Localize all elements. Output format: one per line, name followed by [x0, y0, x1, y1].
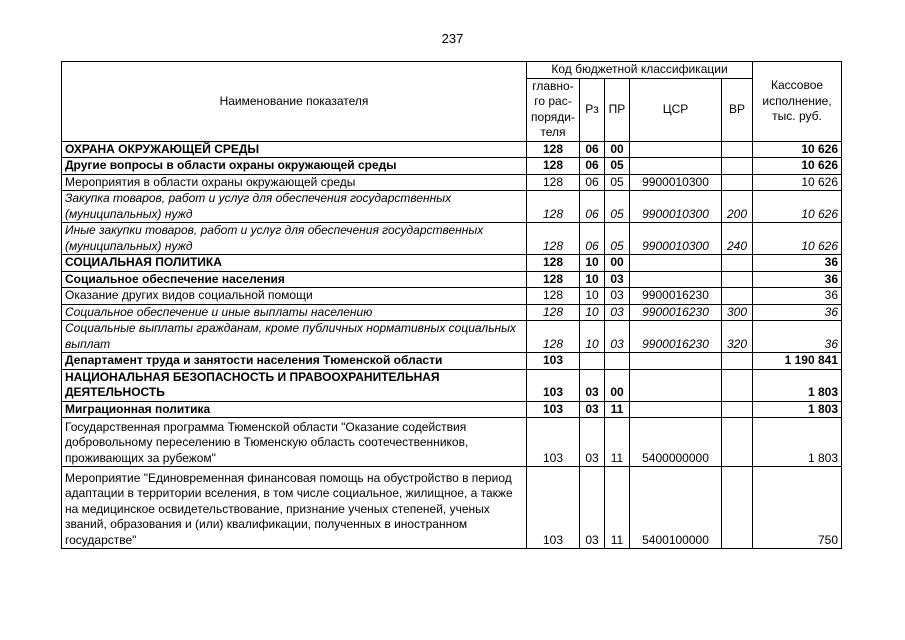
cell-vr	[722, 369, 753, 401]
cell-grbs: 103	[527, 467, 580, 549]
cell-grbs: 128	[527, 288, 580, 305]
cell-amount: 750	[753, 467, 842, 549]
cell-rz: 03	[580, 467, 605, 549]
cell-csr: 5400100000	[630, 467, 722, 549]
cell-grbs: 103	[527, 369, 580, 401]
table-row	[62, 174, 842, 191]
cell-amount: 10 626	[753, 141, 842, 158]
cell-name: НАЦИОНАЛЬНАЯ БЕЗОПАСНОСТЬ И ПРАВООХРАНИТЕЛЬНАЯ ДЕЯТЕЛЬНОСТЬ	[62, 369, 527, 401]
cell-rz: 06	[580, 158, 605, 175]
cell-pr: 03	[605, 288, 630, 305]
cell-vr: 200	[722, 191, 753, 223]
cell-name: Мероприятия в области охраны окружающей среды	[62, 174, 527, 191]
table-row	[62, 321, 842, 353]
table-row	[62, 141, 842, 158]
cell-csr	[630, 271, 722, 288]
cell-csr	[630, 401, 722, 418]
table-row	[62, 353, 842, 370]
header-code-group: Код бюджетной классификации	[527, 62, 753, 79]
cell-name: Департамент труда и занятости населения Тюменской области	[62, 353, 527, 370]
cell-name: Мероприятие "Единовременная финансовая помощь на обустройство в период адаптации в территории вселения, в том числе социальное, жилищное, а также на медицинское освидетельствование, признание ученых степеней, ученых званий, образования и (или) квалификации, полученных в иностранном государстве"	[62, 467, 527, 549]
cell-csr	[630, 158, 722, 175]
cell-pr	[605, 353, 630, 370]
cell-amount: 1 190 841	[753, 353, 842, 370]
cell-vr: 300	[722, 304, 753, 321]
cell-vr	[722, 401, 753, 418]
cell-amount: 36	[753, 271, 842, 288]
table-row	[62, 467, 842, 549]
header-vr: ВР	[722, 78, 753, 141]
cell-rz: 10	[580, 271, 605, 288]
cell-rz: 03	[580, 401, 605, 418]
cell-amount: 36	[753, 321, 842, 353]
cell-rz: 06	[580, 174, 605, 191]
cell-amount: 1 803	[753, 369, 842, 401]
cell-csr: 5400000000	[630, 418, 722, 467]
cell-name: Миграционная политика	[62, 401, 527, 418]
cell-pr: 03	[605, 304, 630, 321]
page-number: 237	[441, 31, 464, 46]
cell-name: Социальное обеспечение и иные выплаты населению	[62, 304, 527, 321]
cell-vr: 240	[722, 223, 753, 255]
cell-rz: 10	[580, 255, 605, 272]
table-row	[62, 223, 842, 255]
cell-vr	[722, 158, 753, 175]
cell-grbs: 128	[527, 174, 580, 191]
cell-rz: 10	[580, 288, 605, 305]
cell-vr	[722, 271, 753, 288]
table-row	[62, 158, 842, 175]
table-row	[62, 304, 842, 321]
cell-grbs: 128	[527, 321, 580, 353]
cell-rz: 06	[580, 223, 605, 255]
cell-csr	[630, 255, 722, 272]
table-header	[62, 62, 842, 142]
cell-csr: 9900010300	[630, 223, 722, 255]
cell-rz: 10	[580, 304, 605, 321]
cell-name: ОХРАНА ОКРУЖАЮЩЕЙ СРЕДЫ	[62, 141, 527, 158]
cell-grbs: 103	[527, 401, 580, 418]
cell-vr	[722, 255, 753, 272]
table-row	[62, 418, 842, 467]
cell-vr	[722, 418, 753, 467]
cell-amount: 1 803	[753, 401, 842, 418]
cell-csr: 9900016230	[630, 288, 722, 305]
cell-name: Государственная программа Тюменской области "Оказание содействия добровольному переселению в Тюменскую область соотечественников, проживающих за рубежом"	[62, 418, 527, 467]
cell-rz: 06	[580, 141, 605, 158]
cell-rz: 03	[580, 418, 605, 467]
cell-grbs: 103	[527, 418, 580, 467]
header-rz: Рз	[580, 78, 605, 141]
cell-csr	[630, 141, 722, 158]
cell-name: Оказание других видов социальной помощи	[62, 288, 527, 305]
cell-grbs: 128	[527, 271, 580, 288]
cell-name: Социальное обеспечение населения	[62, 271, 527, 288]
cell-csr: 9900016230	[630, 304, 722, 321]
cell-grbs: 128	[527, 141, 580, 158]
cell-grbs: 103	[527, 353, 580, 370]
table-body	[62, 141, 842, 549]
cell-pr: 03	[605, 271, 630, 288]
cell-amount: 10 626	[753, 158, 842, 175]
cell-csr: 9900010300	[630, 191, 722, 223]
cell-pr: 11	[605, 418, 630, 467]
table-row	[62, 271, 842, 288]
table-row	[62, 369, 842, 401]
header-grbs: главно-го рас-поряди-теля	[527, 78, 580, 141]
cell-vr	[722, 141, 753, 158]
cell-grbs: 128	[527, 255, 580, 272]
cell-pr: 05	[605, 174, 630, 191]
cell-vr	[722, 174, 753, 191]
cell-csr	[630, 369, 722, 401]
cell-vr: 320	[722, 321, 753, 353]
cell-name: СОЦИАЛЬНАЯ ПОЛИТИКА	[62, 255, 527, 272]
table-row	[62, 255, 842, 272]
cell-name: Социальные выплаты гражданам, кроме публичных нормативных социальных выплат	[62, 321, 527, 353]
budget-table	[61, 61, 842, 549]
cell-pr: 00	[605, 369, 630, 401]
cell-vr	[722, 467, 753, 549]
cell-rz: 10	[580, 321, 605, 353]
cell-name: Закупка товаров, работ и услуг для обеспечения государственных (муниципальных) нужд	[62, 191, 527, 223]
cell-name: Иные закупки товаров, работ и услуг для обеспечения государственных (муниципальных) нужд	[62, 223, 527, 255]
cell-amount: 1 803	[753, 418, 842, 467]
cell-vr	[722, 353, 753, 370]
cell-pr: 05	[605, 191, 630, 223]
header-pr: ПР	[605, 78, 630, 141]
cell-csr: 9900010300	[630, 174, 722, 191]
cell-csr: 9900016230	[630, 321, 722, 353]
cell-grbs: 128	[527, 158, 580, 175]
cell-amount: 36	[753, 304, 842, 321]
cell-rz: 03	[580, 369, 605, 401]
table-row	[62, 191, 842, 223]
cell-pr: 00	[605, 255, 630, 272]
cell-grbs: 128	[527, 223, 580, 255]
cell-csr	[630, 353, 722, 370]
table-row	[62, 401, 842, 418]
cell-amount: 36	[753, 255, 842, 272]
cell-grbs: 128	[527, 304, 580, 321]
cell-amount: 36	[753, 288, 842, 305]
cell-vr	[722, 288, 753, 305]
cell-rz	[580, 353, 605, 370]
cell-pr: 03	[605, 321, 630, 353]
cell-pr: 00	[605, 141, 630, 158]
cell-amount: 10 626	[753, 223, 842, 255]
header-csr: ЦСР	[630, 78, 722, 141]
cell-pr: 05	[605, 158, 630, 175]
cell-grbs: 128	[527, 191, 580, 223]
cell-amount: 10 626	[753, 174, 842, 191]
header-amount: Кассовое исполнение, тыс. руб.	[753, 62, 842, 142]
cell-pr: 11	[605, 401, 630, 418]
header-name: Наименование показателя	[62, 62, 527, 142]
cell-pr: 11	[605, 467, 630, 549]
table-row	[62, 288, 842, 305]
cell-name: Другие вопросы в области охраны окружающей среды	[62, 158, 527, 175]
cell-rz: 06	[580, 191, 605, 223]
cell-amount: 10 626	[753, 191, 842, 223]
cell-pr: 05	[605, 223, 630, 255]
